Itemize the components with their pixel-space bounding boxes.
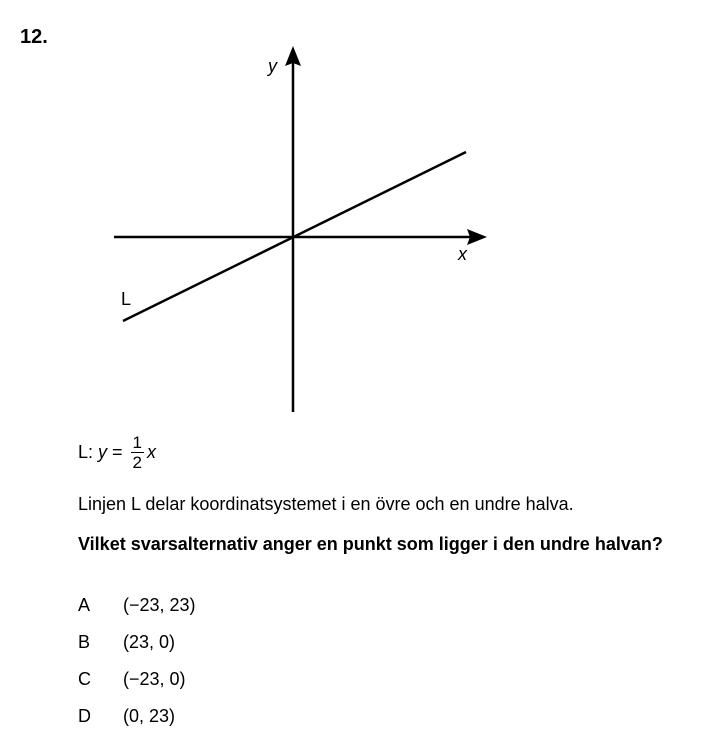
equation-equals: = <box>107 441 128 462</box>
line-l-label: L <box>121 289 132 309</box>
option-b[interactable] <box>78 630 175 654</box>
equation-prefix: L: <box>78 441 99 462</box>
equation-var: x <box>147 441 156 462</box>
y-axis-arrow <box>285 46 301 66</box>
fraction-denominator: 2 <box>132 452 142 472</box>
question-prompt: Vilket svarsalternativ anger en punkt som ligger i den undre halvan? <box>78 534 663 554</box>
option-value: (0, 23) <box>123 705 176 726</box>
x-axis-arrow <box>467 229 487 245</box>
y-axis-label: y <box>268 56 277 76</box>
question-statement: Linjen L delar koordinatsystemet i en övre och en undre halva. <box>78 494 574 514</box>
equation-lhs: y <box>98 441 108 462</box>
question-number: 12. <box>20 26 48 48</box>
option-value: (23, 0) <box>123 631 176 652</box>
option-letter: B <box>78 631 91 652</box>
option-letter: A <box>78 594 91 615</box>
line-equation <box>78 432 156 472</box>
x-axis-label: x <box>458 244 467 264</box>
option-letter: C <box>78 668 91 689</box>
option-c[interactable] <box>78 667 186 691</box>
option-value: (−23, 0) <box>123 668 186 689</box>
option-d[interactable] <box>78 704 175 728</box>
option-a[interactable] <box>78 593 196 617</box>
equation-fraction <box>131 434 144 471</box>
option-value: (−23, 23) <box>123 594 196 615</box>
option-letter: D <box>78 705 91 726</box>
fraction-numerator: 1 <box>132 432 142 452</box>
